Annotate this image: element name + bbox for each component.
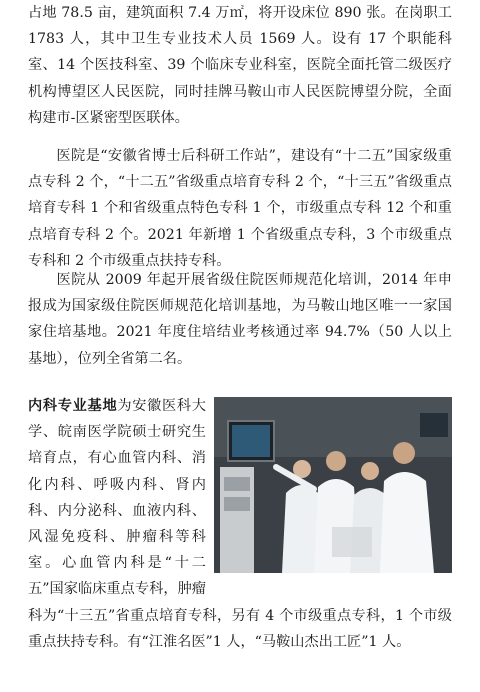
section-body: 为安徽医科大学、皖南医学院硕士研究生培育点，有心血管内科、消化内科、呼吸内科、肾内科、内分泌科、血液内科、风湿免疫科、肿瘤科等科室。心血管内科是“十二五”国家临床重点专科，肿瘤科为“十三五”省重点培育专科，另有 4 个市级重点专科，1 个市级重点扶持专科。有“江淮名医”1 人，“马鞍山杰出工匠”1 人。 xyxy=(28,398,452,650)
photo-illustration xyxy=(214,397,452,573)
paragraph-text: 医院从 2009 年起开展省级住院医师规范化培训，2014 年申报成为国家级住院医师规范化培训基地，为马鞍山地区唯一一家国家住培基地。2021 年度住培结业考核通过率 94.7%（50 人以上基地），位列全省第二名。 xyxy=(28,272,452,367)
paragraph-text: 医院是“安徽省博士后科研工作站”，建设有“十二五”国家级重点专科 2 个，“十二五”省级重点培育专科 2 个，“十三五”省级重点培育专科 1 个和省级重点特色专科 1 个，市级重点专科 12 个和重点培育专科 2 个。2021 年新增 1 个省级重点专科，3 个市级重点专科和 2 个市级重点扶持专科。 xyxy=(28,148,452,269)
paragraph-residency-training xyxy=(28,267,452,372)
paragraph-hospital-overview: 占地 78.5 亩，建筑面积 7.4 万㎡，将开设床位 890 张。在岗职工 1783 人，其中卫生专业技术人员 1569 人。设有 17 个职能科室、14 个医技科室、39 个临床专业科室，医院全面托管二级医疗机构博望区人民医院，同时挂牌马鞍山市人民医院博望分院，全面构建市-区紧密型医联体。 xyxy=(28,5,452,126)
medical-team-photo xyxy=(214,397,452,573)
paragraph-key-specialties xyxy=(28,143,452,274)
section-heading: 内科专业基地 xyxy=(28,398,118,414)
internal-medicine-section xyxy=(28,393,452,655)
